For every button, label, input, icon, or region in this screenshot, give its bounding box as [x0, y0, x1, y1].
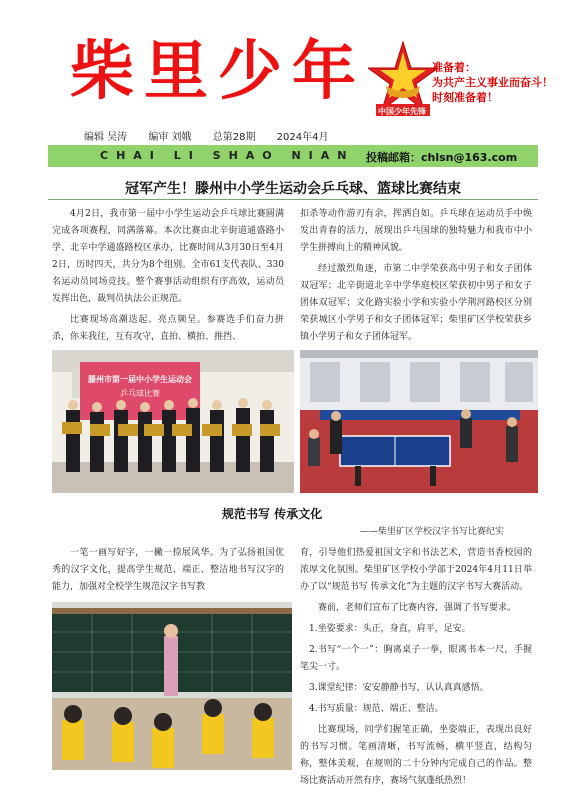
paragraph: 比赛现场，同学们握笔正确，坐姿端正，表现出良好的书写习惯。笔画清晰，书写流畅，横平竖直，结构匀称，整体美观，在规则的二十分钟内完成自己的作品。整场比赛活动开然有序，赛场气氛蓬纸热烈！: [300, 725, 532, 786]
paragraph: 比赛现场高潮迭起、亮点频呈。参赛选手们奋力拼杀，你来我往，互有攻守，直拍、横拍、推挡、: [52, 315, 284, 342]
svg-text:乒乓球比赛: 乒乓球比赛: [120, 389, 160, 398]
emblem-label: 中国少年先锋: [378, 107, 426, 116]
paragraph: 扣杀等动作游刃有余，挥洒自如。乒乓球在运动员手中焕发出青春的活力，展现出乒乓国球的独特魅力和我市中小学生拼搏向上的精神风貌。: [300, 209, 532, 253]
slogan-line-2: 为共产主义事业而奋斗！: [432, 76, 553, 89]
submission-email: 投稿邮箱：chlsn@163.com: [366, 151, 518, 164]
rules-list: [300, 621, 532, 718]
classroom-photo: [52, 602, 292, 770]
list-item: 3.课堂纪律：安安静静书写，认认真真感悟。: [309, 683, 489, 693]
slogan-line-3: 时刻准备着！: [432, 91, 498, 104]
slogan: [432, 60, 562, 105]
paragraph: 赛前，老师们宣布了比赛内容，强调了书写要求。: [318, 603, 517, 613]
article2-column-2: [300, 545, 532, 794]
paragraph: 经过激烈角逐，市第二中学荣获高中男子和女子团体双冠军；北辛街道北辛中学华庭校区荣获初中男子和女子团体双冠军；文化路实验小学和实验小学荆河路校区分别荣获城区小学男子和女子团体冠军；柴里矿区学校荣获乡镇小学男子和女子团体冠军。: [300, 264, 532, 342]
masthead-title: 柴里少年: [70, 34, 366, 109]
slogan-line-1: 准备着：: [432, 61, 476, 74]
list-item: 1.坐姿要求：头正，身直，肩平，足安。: [309, 624, 471, 634]
list-item: 4.书写质量：规范、端正、整洁。: [309, 704, 444, 714]
editor: 编辑 吴涛: [84, 132, 128, 143]
article1-column-1: [52, 206, 284, 350]
issue-number: 总第28期: [212, 132, 256, 143]
article1-column-2: [300, 206, 532, 350]
issue-date: 2024年4月: [276, 132, 329, 143]
paragraph: 一笔一画写好字，一撇一捺展风华。为了弘扬祖国优秀的汉字文化，提高学生规范、端正、整洁地书写汉字的能力，加强对全校学生规范汉字书写教: [52, 548, 284, 592]
award-ceremony-photo: [52, 350, 294, 493]
list-item: 2.书写“一个一”：胸离桌子一拳，眼离书本一尺，手握笔尖一寸。: [300, 645, 532, 672]
issue-meta: [84, 128, 346, 143]
paragraph: 4月2日，我市第一届中小学生运动会乒乓球比赛圆满完成各项赛程，同满落幕。本次比赛由北辛街道通盛路小学、北辛中学通盛路校区承办，比赛时间从3月30日至4月2日，历时四天，共分为8个组别。全市61支代表队、330名运动员同场竞技。整个赛事活动组织有序高效，运动员发挥出色，裁判员执法公正规范。: [52, 209, 284, 304]
article2-column-1: [52, 545, 284, 600]
article2-title: 规范书写 传承文化: [222, 507, 323, 521]
article2-subtitle: ——柴里矿区学校汉字书写比赛纪实: [360, 527, 505, 537]
reviewer: 编审 刘娥: [148, 132, 192, 143]
photo-banner-text: 滕州市第一届中小学生运动会: [88, 375, 192, 384]
article1-headline: 冠军产生！滕州中小学生运动会乒乓球、篮球比赛结束: [125, 181, 461, 197]
divider: [48, 199, 538, 200]
table-tennis-photo: [300, 350, 538, 493]
paragraph: 育，引导他们热爱祖国文字和书法艺术，营造书香校园的浓厚文化氛围。柴里矿区学校小学部于2024年4月11日举办了以“规范书写 传承文化”为主题的汉字书写大赛活动。: [300, 548, 532, 592]
pinyin-title: CHAI LI SHAO NIAN: [100, 149, 355, 162]
